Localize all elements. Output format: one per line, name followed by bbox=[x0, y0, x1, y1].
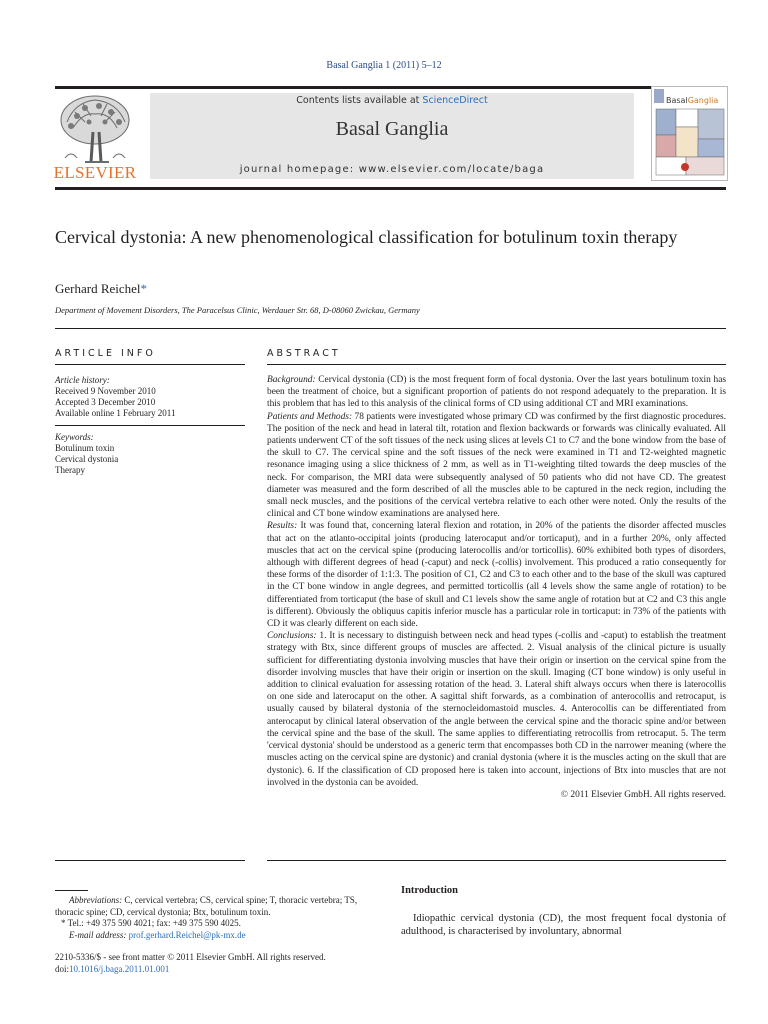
conclusions-text: 1. It is necessary to distinguish between neck and head types (-collis and -caput) to establish the treatment strategy with Btx, since different groups of muscles are affected. 2. Visual analysis of the clinical picture is usually sufficient for differentiating dystonia involving muscles that have their origin or insertion on the cervical spine from the disorder involving muscles that have their origin or insertion on the skull. Imaging (CT bone window) is only useful in addition to clinical evaluation for assessing rotation of the head. 3. Lateral shift always occurs when there is laterocollis on one side and laterocaput on the other. A sagittal shift forwards, as a combination of anterocollis and retrocaput, is usually caused by bilateral dystonia of the sternocleidomastoid muscles. 4. Anterocollis can be differentiated from anterocaput by clinical lateral observation of the angle between the cervical spine and the thoracic spine and/or between the cervical spine and the base of the skull. The same applies to differentiating retrocollis from retrocaput. 5. The term 'cervical dystonia' should be understood as a generic term that encompasses both CD in the narrower meaning (where the muscles acting on the cervical spine are dystonic) and cranial dystonia (where it is the muscles acting on the skull that are dystonic). 6. If the classification of CD proposed here is taken into account, injections of Btx into muscles that are not involved in the dystonia can be avoided. bbox=[267, 631, 727, 788]
introduction-text: Idiopathic cervical dystonia (CD), the most frequent focal dystonia of adulthood, is characterised by involuntary, abnormal bbox=[401, 913, 726, 937]
email-label: E-mail address: bbox=[69, 929, 127, 940]
tel-note bbox=[55, 918, 385, 930]
article-info-rule bbox=[55, 364, 245, 365]
tel-text: Tel.: +49 375 590 4021; fax: +49 375 590 4025. bbox=[67, 918, 241, 928]
header-rule-bottom bbox=[55, 187, 726, 190]
footnotes bbox=[55, 895, 385, 941]
abstract-background bbox=[267, 374, 726, 411]
abstract-body bbox=[267, 374, 726, 801]
article-title: Cervical dystonia: A new phenomenological classification for botulinum toxin therapy bbox=[55, 227, 678, 247]
article-history bbox=[55, 375, 245, 419]
elsevier-wordmark[interactable]: ELSEVIER bbox=[53, 163, 137, 182]
issn-block bbox=[55, 952, 385, 975]
abbrev-label: Abbreviations: bbox=[69, 895, 123, 905]
cover-title-a: Basal bbox=[666, 96, 688, 105]
email-link[interactable]: prof.gerhard.Reichel@pk-mx.de bbox=[128, 929, 246, 940]
contents-line bbox=[150, 95, 634, 106]
history-rule bbox=[55, 425, 245, 426]
keyword-item: Therapy bbox=[55, 465, 85, 475]
email-note bbox=[55, 930, 385, 942]
abstract-rule bbox=[267, 364, 726, 365]
affiliation: Department of Movement Disorders, The Paracelsus Clinic, Werdauer Str. 68, D-08060 Zwickau, Germany bbox=[55, 305, 420, 315]
history-accepted: Accepted 3 December 2010 bbox=[55, 397, 156, 407]
cover-title-b: Ganglia bbox=[687, 96, 719, 105]
journal-cover-thumbnail[interactable] bbox=[651, 86, 728, 181]
author-name: Gerhard Reichel bbox=[55, 281, 141, 296]
methods-text: 78 patients were investigated whose primary CD was confirmed by the first diagnostic procedures. The position of the neck and head in lateral tilt, rotation and flexion backwards or forwards was clinically evaluated. All patients underwent CT of the soft tissues of the neck using slices at levels C1 to C7 and the bone window from the base of the skull to C7. The cervical spine and the soft tissues of the neck were examined in T1 and T2-weighted magnetic resonance imaging using a slice thickness of 2 mm, as well as in T1-weighting tilted towards the deep muscles of the neck. For comparison, the MRI data were subsequently analysed of 50 patients who did not have CD. The greatest diameter was measured and the form described of all the muscles able to be captured in the neck region, including the small neck muscles, and the positions of the cervical vertebra relative to each other were noted. Only the results of the clinical and CT bone window examinations are analysed here. bbox=[267, 411, 726, 520]
background-text: Cervical dystonia (CD) is the most frequent form of focal dystonia. Over the last years botulinum toxin has been the treatment of choice, but a significant proportion of patients do not respond adequately to the preparation. It is this problem that has led to this analysis of the clinical forms of CD using additional CT and MRI examinations. bbox=[267, 375, 727, 410]
sciencedirect-link[interactable]: ScienceDirect bbox=[422, 95, 488, 106]
background-label: Background: bbox=[267, 375, 316, 385]
cover-art bbox=[652, 87, 727, 180]
journal-banner bbox=[150, 93, 634, 179]
author-line bbox=[55, 281, 147, 297]
abstract-methods bbox=[267, 411, 726, 521]
history-label: Article history: bbox=[55, 375, 110, 385]
abstract-heading: ABSTRACT bbox=[267, 348, 341, 359]
title-rule bbox=[55, 328, 726, 329]
results-label: Results: bbox=[267, 521, 298, 532]
keyword-item: Cervical dystonia bbox=[55, 454, 119, 464]
abbrev-text: C, cervical vertebra; CS, cervical spine; T, thoracic vertebra; TS, thoracic spine; CD, cervical dystonia; Btx, botulinum toxin. bbox=[55, 895, 358, 917]
doi-prefix: doi: bbox=[55, 963, 70, 974]
doi-line bbox=[55, 964, 385, 976]
article-info-heading: ARTICLE INFO bbox=[55, 348, 156, 359]
abstract-results bbox=[267, 520, 726, 630]
doi-link[interactable]: 10.1016/j.baga.2011.01.001 bbox=[69, 963, 170, 974]
abstract-bottom-rule bbox=[267, 860, 726, 861]
footnote-rule bbox=[55, 890, 88, 891]
abbreviations-note bbox=[55, 895, 385, 918]
introduction-heading: Introduction bbox=[401, 885, 458, 896]
conclusions-label: Conclusions: bbox=[267, 631, 317, 642]
keywords-block bbox=[55, 432, 245, 476]
author-mark[interactable]: * bbox=[140, 281, 148, 296]
abstract-copyright: © 2011 Elsevier GmbH. All rights reserved. bbox=[560, 789, 726, 800]
keyword-item: Botulinum toxin bbox=[55, 443, 115, 453]
results-text: It was found that, concerning lateral flexion and rotation, in 20% of the patients the disorder affected muscles that act on the atlanto-occipital joints (producing laterocaput and/or torticaput), and in a further 20%, only affected muscles that act on the cervical spine (producing laterocollis and/or torticollis). 60% exhibited both types of disorders, although with different degrees of head (-caput) and neck (-collis) involvement. This produced a ratio consequently for these forms of the disorder of 1:1:3. The position of C1, C2 and C3 to each other and to the base of the skull was captured in the CT bone window in angle degrees, and permitted torticollis (all 4 levels show the same angle of rotation) to be differentiated from torticaput (the base of skull and C1 levels show the same angle of rotation but at C2 and C3 this angle is different). Obviously the obliquus capitis inferior muscle has a particular role in torticaput: in 73% of the patients with CD it was clearly different on each side. bbox=[267, 521, 727, 630]
journal-citation[interactable]: Basal Ganglia 1 (2011) 5–12 bbox=[326, 60, 442, 71]
tel-mark: * bbox=[61, 918, 66, 928]
journal-homepage[interactable]: journal homepage: www.elsevier.com/locate/baga bbox=[239, 164, 545, 175]
header-rule-top bbox=[55, 86, 726, 89]
abstract-conclusions bbox=[267, 630, 726, 789]
contents-prefix: Contents lists available at bbox=[296, 95, 423, 106]
journal-name: Basal Ganglia bbox=[335, 118, 449, 140]
issn-line: 2210-5336/$ - see front matter © 2011 Elsevier GmbH. All rights reserved. bbox=[55, 952, 326, 962]
history-received: Received 9 November 2010 bbox=[55, 386, 156, 396]
keywords-label: Keywords: bbox=[55, 432, 94, 442]
history-online: Available online 1 February 2011 bbox=[55, 408, 176, 418]
info-bottom-rule bbox=[55, 860, 245, 861]
methods-label: Patients and Methods: bbox=[267, 411, 353, 422]
